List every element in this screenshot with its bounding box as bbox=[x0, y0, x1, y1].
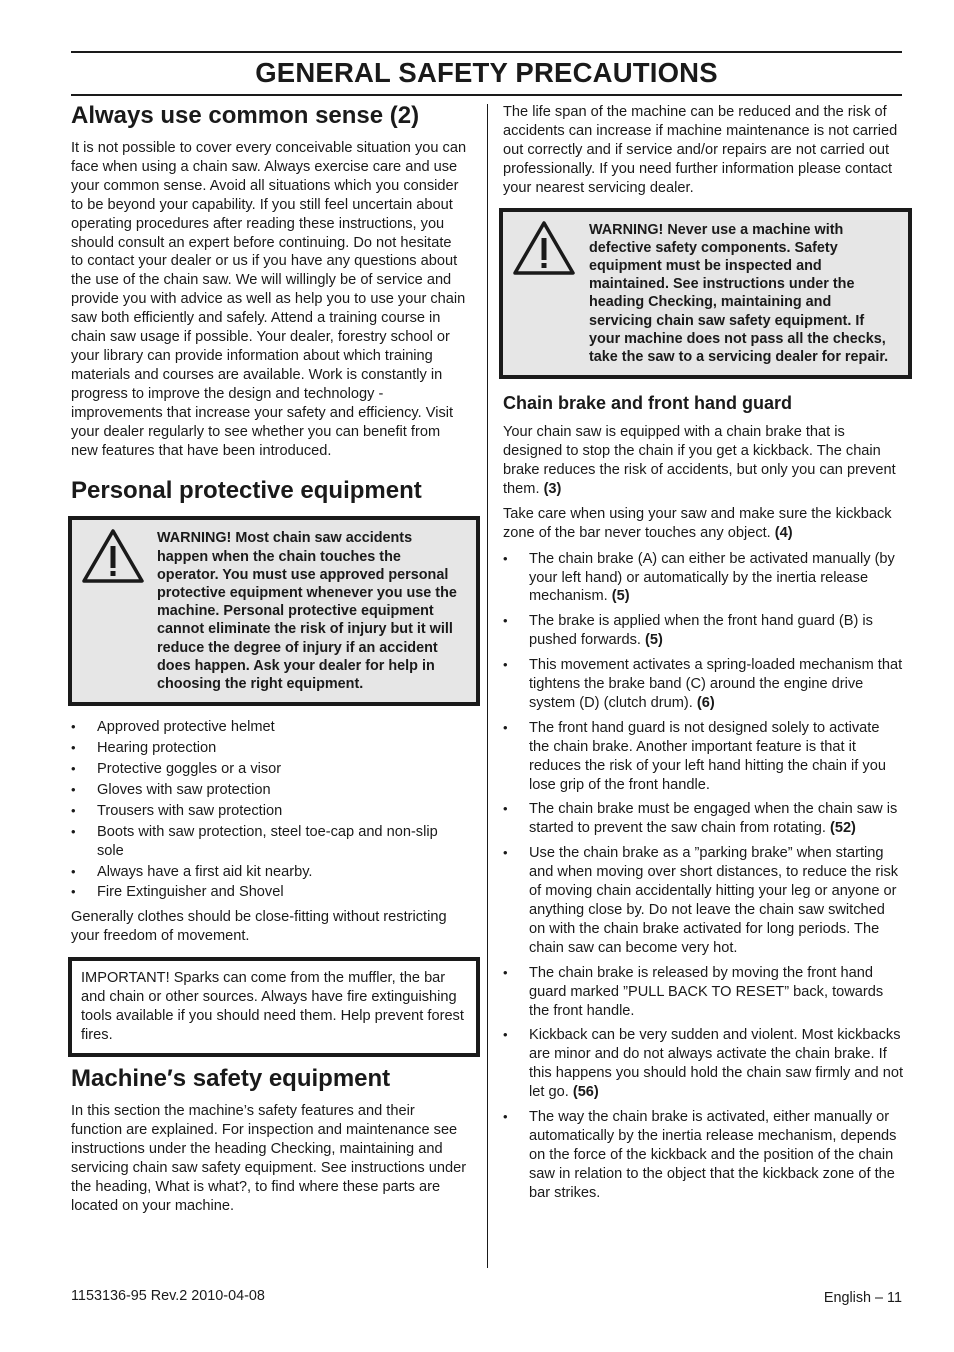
ppe-list bbox=[71, 718, 467, 902]
important-text: IMPORTANT! Sparks can come from the muffler, the bar and chain or other sources. Always have fire extinguishing tools available if you should need them. Help prevent forest fires. bbox=[81, 970, 464, 1044]
ppe-warning-box bbox=[68, 516, 480, 706]
list-item: • The chain brake must be engaged when the chain saw is started to prevent the saw chain from rotating. (52) bbox=[503, 801, 898, 837]
safety-components-warning-text: WARNING! Never use a machine with defective safety components. Safety equipment must be inspected and maintained. See instructions under the heading Checking, maintaining and servicing chain saw safety equipment. If your machine does not pass all the checks, take the saw to a servicing dealer for repair. bbox=[589, 221, 889, 365]
maintenance-intro: The life span of the machine can be reduced and the risk of accidents can increase if machine maintenance is not carried out correctly and if service and/or repairs are not carried out professionally. If you need further information please contact your nearest servicing dealer. bbox=[503, 104, 898, 196]
chain-brake-p1: Your chain saw is equipped with a chain brake that is designed to stop the chain if you get a kickback. The chain brake reduces the risk of accidents, but only you can prevent them. (3) bbox=[503, 424, 896, 497]
list-item: • Hearing protection bbox=[71, 740, 217, 757]
list-item: • Always have a first aid kit nearby. bbox=[71, 863, 313, 880]
list-item: • Trousers with saw protection bbox=[71, 802, 283, 819]
right-column bbox=[503, 100, 903, 1203]
chain-brake-list bbox=[503, 550, 903, 1203]
left-column bbox=[71, 100, 467, 1216]
list-item: • Boots with saw protection, steel toe-cap and non-slip sole bbox=[71, 823, 438, 859]
important-box bbox=[68, 957, 480, 1057]
list-item: • Protective goggles or a visor bbox=[71, 761, 282, 778]
machine-safety-heading: Machine′s safety equipment bbox=[71, 1065, 391, 1093]
list-item: • Fire Extinguisher and Shovel bbox=[71, 884, 284, 901]
list-item: • Gloves with saw protection bbox=[71, 781, 271, 798]
ppe-heading: Personal protective equipment bbox=[71, 477, 422, 505]
chain-brake-p2: Take care when using your saw and make sure the kickback zone of the bar never touches any object. (4) bbox=[503, 505, 892, 541]
list-item: • The way the chain brake is activated, either manually or automatically by the inertia release mechanism, depends on the force of the kickback and the position of the chain saw in relation to the object that the kickback zone of the bar strikes. bbox=[503, 1109, 897, 1201]
common-sense-body: It is not possible to cover every conceivable situation you can face when using a chain saw. Always exercise care and use your common sense. Avoid all situations which you consider to be beyond your capability. If you still feel uncertain about operating procedures after reading these instructions, you should consult an expert before continuing. Do not hesitate to contact your dealer or us if you have any questions about the use of the chain saw. We will willingly be of service and provide you with advice as well as help you to use your chain saw both efficiently and safely. Attend a training course in chain saw usage if possible. Your dealer, forestry school or your library can provide information about which training materials and courses are available. Work is constantly in progress to improve the design and technology - improvements that increase your safety and efficiency. Visit your dealer regularly to see whether you can benefit from new features that have been introduced. bbox=[71, 140, 467, 459]
list-item: • This movement activates a spring-loaded mechanism that tightens the brake band (C) around the engine drive system (D) (clutch drum). (6) bbox=[503, 657, 903, 711]
list-item: • Use the chain brake as a ”parking brake” when starting and when moving over short distances, to reduce the risk of moving chain accidentally hitting your leg or anyone or anything close by. Do not leave the chain saw switched on with the chain brake activated for long periods. The chain saw can become very hot. bbox=[503, 845, 899, 956]
column-divider bbox=[487, 104, 488, 1268]
warning-triangle-icon bbox=[81, 528, 145, 584]
page-number: English – 11 bbox=[823, 1290, 902, 1306]
list-item: • Kickback can be very sudden and violent. Most kickbacks are minor and do not always activate the chain brake. If this happens you should hold the chain saw firmly and not let go. (56) bbox=[503, 1027, 903, 1101]
chain-brake-heading: Chain brake and front hand guard bbox=[503, 393, 793, 414]
common-sense-heading: Always use common sense (2) bbox=[71, 102, 420, 129]
list-item: • Approved protective helmet bbox=[71, 719, 275, 736]
page-title: GENERAL SAFETY PRECAUTIONS bbox=[255, 57, 718, 88]
title-rule bbox=[71, 94, 902, 96]
list-item: • The brake is applied when the front hand guard (B) is pushed forwards. (5) bbox=[503, 613, 873, 649]
list-item: • The chain brake is released by moving the front hand guard marked ”PULL BACK TO RESET” back, towards the front handle. bbox=[503, 964, 884, 1019]
warning-triangle-icon bbox=[512, 220, 576, 276]
machine-safety-body: In this section the machine’s safety features and their function are explained. For inspection and maintenance see instructions under the heading Checking, maintaining and servicing chain saw safety equipment. See instructions under the heading, What is what?, to find where these parts are located on your machine. bbox=[71, 1103, 467, 1214]
safety-components-warning-box bbox=[499, 208, 912, 380]
list-item: • The chain brake (A) can either be activated manually (by your left hand) or automatically by the inertia release mechanism. (5) bbox=[503, 550, 895, 605]
top-rule bbox=[71, 51, 902, 53]
list-item: • The front hand guard is not designed solely to activate the chain brake. Another important feature is that it reduces the risk of your left hand hitting the chain if you lose grip of the front handle. bbox=[503, 719, 886, 793]
clothing-note: Generally clothes should be close-fitting without restricting your freedom of movement. bbox=[71, 909, 447, 945]
ppe-warning-text: WARNING! Most chain saw accidents happen when the chain touches the operator. You must use approved personal protective equipment whenever you use the machine. Personal protective equipment cannot eliminate the risk of injury but it will reduce the degree of injury if an accident does happen. Ask your dealer for help in choosing the right equipment. bbox=[157, 530, 457, 693]
document-id: 1153136-95 Rev.2 2010-04-08 bbox=[71, 1288, 265, 1304]
